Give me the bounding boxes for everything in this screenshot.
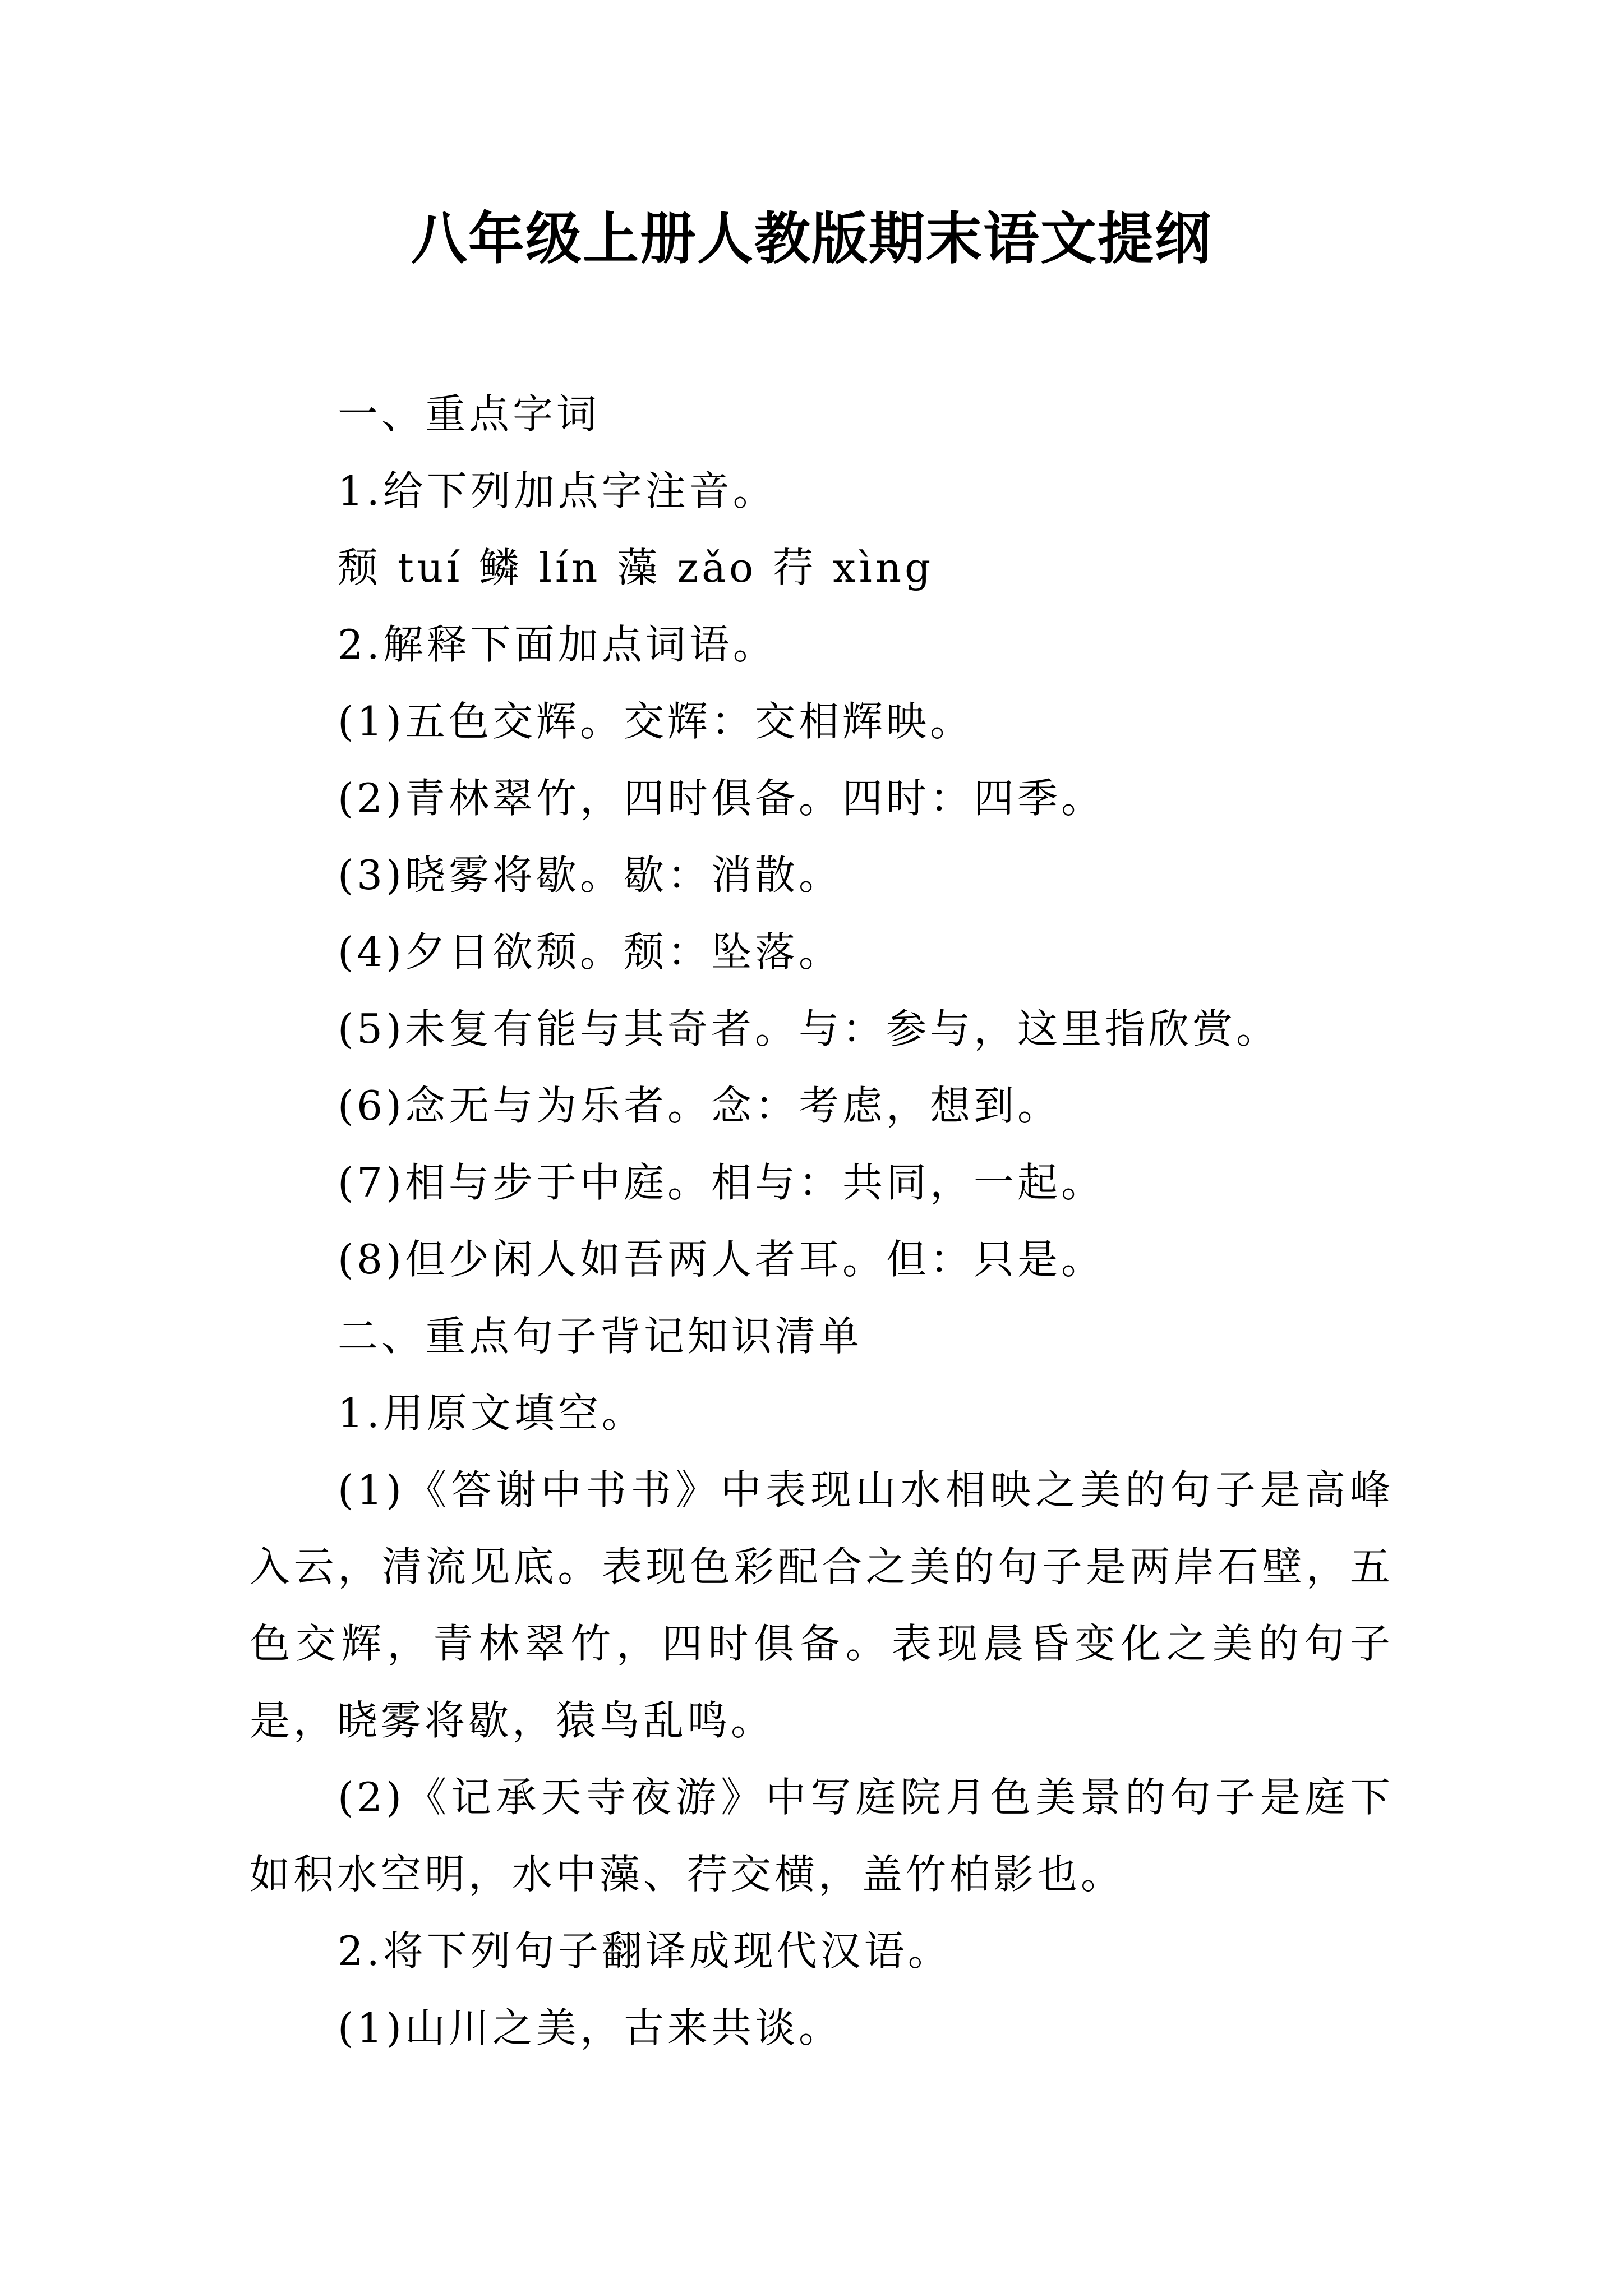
explanation-item: (5)未复有能与其奇者。与：参与，这里指欣赏。 (338, 1005, 1280, 1052)
explanation-item: (7)相与步于中庭。相与：共同，一起。 (338, 1159, 1105, 1206)
explanation-item: (3)晓雾将歇。歇：消散。 (338, 852, 842, 899)
question-explain-words: 2.解释下面加点词语。 (338, 621, 777, 668)
fill-in-answer-paragraph: (1)《答谢中书书》中表现山水相映之美的句子是高峰入云，清流见底。表现色彩配合之美的句子是两岸石壁，五色交辉，青林翠竹，四时俱备。表现晨昏变化之美的句子是，晓雾将歇，猿鸟乱鸣。 (250, 1466, 1394, 1744)
document-body (250, 376, 1394, 2067)
section-heading-key-words: 一、重点字词 (338, 390, 601, 438)
section-heading-key-sentences: 二、重点句子背记知识清单 (338, 1313, 863, 1360)
explanation-item: (8)但少闲人如吾两人者耳。但：只是。 (338, 1236, 1105, 1283)
explanation-item: (1)五色交辉。交辉：交相辉映。 (338, 698, 974, 745)
translation-item: (1)山川之美，古来共谈。 (338, 2004, 842, 2051)
explanation-item: (4)夕日欲颓。颓：坠落。 (338, 928, 842, 976)
pinyin-line: 颓 tuí 鳞 lín 藻 zǎo 荇 xìng (338, 544, 934, 591)
question-translate: 2.将下列句子翻译成现代汉语。 (338, 1927, 952, 1975)
explanation-item: (2)青林翠竹，四时俱备。四时：四季。 (338, 775, 1105, 822)
question-pinyin: 1.给下列加点字注音。 (338, 467, 777, 514)
question-fill-in: 1.用原文填空。 (338, 1389, 645, 1437)
explanation-item: (6)念无与为乐者。念：考虑，想到。 (338, 1082, 1061, 1129)
document-title: 八年级上册人教版期末语文提纲 (411, 205, 1212, 272)
fill-in-answer-paragraph: (2)《记承天寺夜游》中写庭院月色美景的句子是庭下如积水空明，水中藻、荇交横，盖竹柏影也。 (250, 1774, 1394, 1898)
